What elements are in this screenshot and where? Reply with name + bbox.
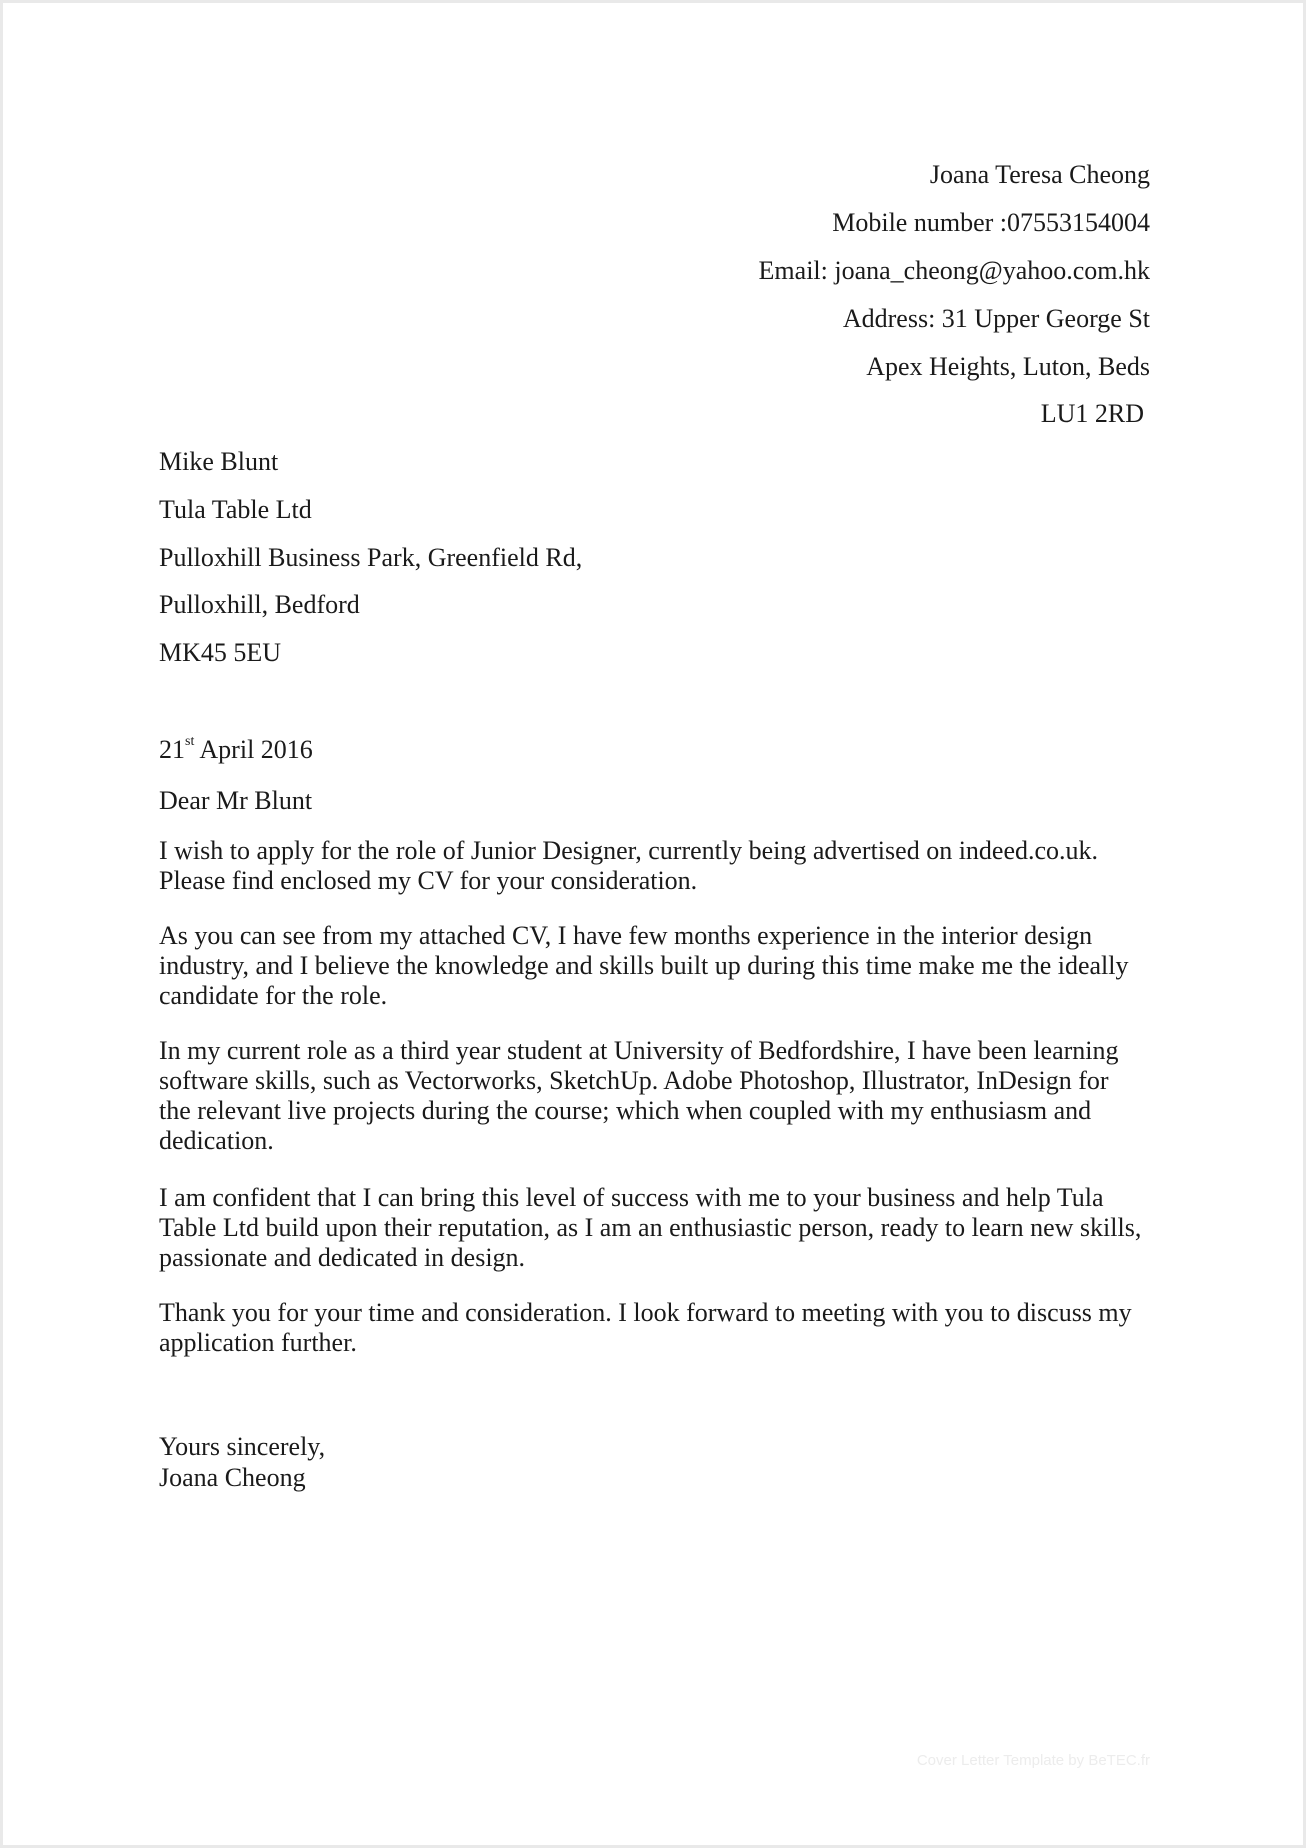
paragraph-line: Thank you for your time and consideration. I look forward to meeting with you to discuss my: [159, 1298, 1132, 1327]
body-paragraph-4: [159, 1183, 1169, 1273]
sender-email: Email: joana_cheong@yahoo.com.hk: [758, 256, 1150, 285]
paragraph-line: Please find enclosed my CV for your consideration.: [159, 866, 698, 895]
sender-address-line1: Address: 31 Upper George St: [842, 304, 1150, 333]
watermark: Cover Letter Template by BeTEC.fr: [916, 1752, 1150, 1769]
paragraph-line: I am confident that I can bring this level of success with me to your business and help Tula: [159, 1183, 1104, 1212]
signature-name: Joana Cheong: [159, 1463, 306, 1492]
paragraph-line: the relevant live projects during the course; which when coupled with my enthusiasm and: [159, 1096, 1092, 1125]
body-paragraph-5: [159, 1298, 1169, 1358]
sender-mobile: Mobile number :07553154004: [832, 208, 1150, 237]
letter-date: [159, 735, 313, 765]
sender-name: Joana Teresa Cheong: [929, 160, 1150, 189]
salutation: Dear Mr Blunt: [159, 786, 313, 815]
date-rest: April 2016: [194, 735, 313, 764]
paragraph-line: As you can see from my attached CV, I have few months experience in the interior design: [159, 921, 1093, 950]
valediction: Yours sincerely,: [159, 1432, 326, 1461]
recipient-company: Tula Table Ltd: [159, 495, 312, 524]
sender-address-line2: Apex Heights, Luton, Beds: [866, 352, 1150, 381]
paragraph-line: dedication.: [159, 1126, 274, 1155]
paragraph-line: software skills, such as Vectorworks, SketchUp. Adobe Photoshop, Illustrator, InDesign for: [159, 1066, 1109, 1095]
paragraph-line: industry, and I believe the knowledge and skills built up during this time make me the ideally: [159, 951, 1129, 980]
paragraph-line: application further.: [159, 1328, 357, 1357]
recipient-address-line2: Pulloxhill, Bedford: [159, 590, 360, 619]
sender-postcode: LU1 2RD: [1040, 399, 1144, 428]
recipient-name: Mike Blunt: [159, 447, 279, 476]
paragraph-line: passionate and dedicated in design.: [159, 1243, 526, 1272]
body-paragraph-3: [159, 1036, 1169, 1156]
paragraph-line: I wish to apply for the role of Junior Designer, currently being advertised on indeed.co.uk.: [159, 836, 1099, 865]
paragraph-line: candidate for the role.: [159, 981, 388, 1010]
date-suffix: st: [185, 734, 195, 750]
date-day: 21: [159, 735, 185, 764]
paragraph-line: In my current role as a third year student at University of Bedfordshire, I have been learning: [159, 1036, 1119, 1065]
body-paragraph-1: [159, 836, 1169, 896]
body-paragraph-2: [159, 921, 1169, 1011]
paragraph-line: Table Ltd build upon their reputation, as I am an enthusiastic person, ready to learn new skills,: [159, 1213, 1142, 1242]
recipient-address-line1: Pulloxhill Business Park, Greenfield Rd,: [159, 543, 583, 572]
recipient-postcode: MK45 5EU: [159, 638, 282, 667]
